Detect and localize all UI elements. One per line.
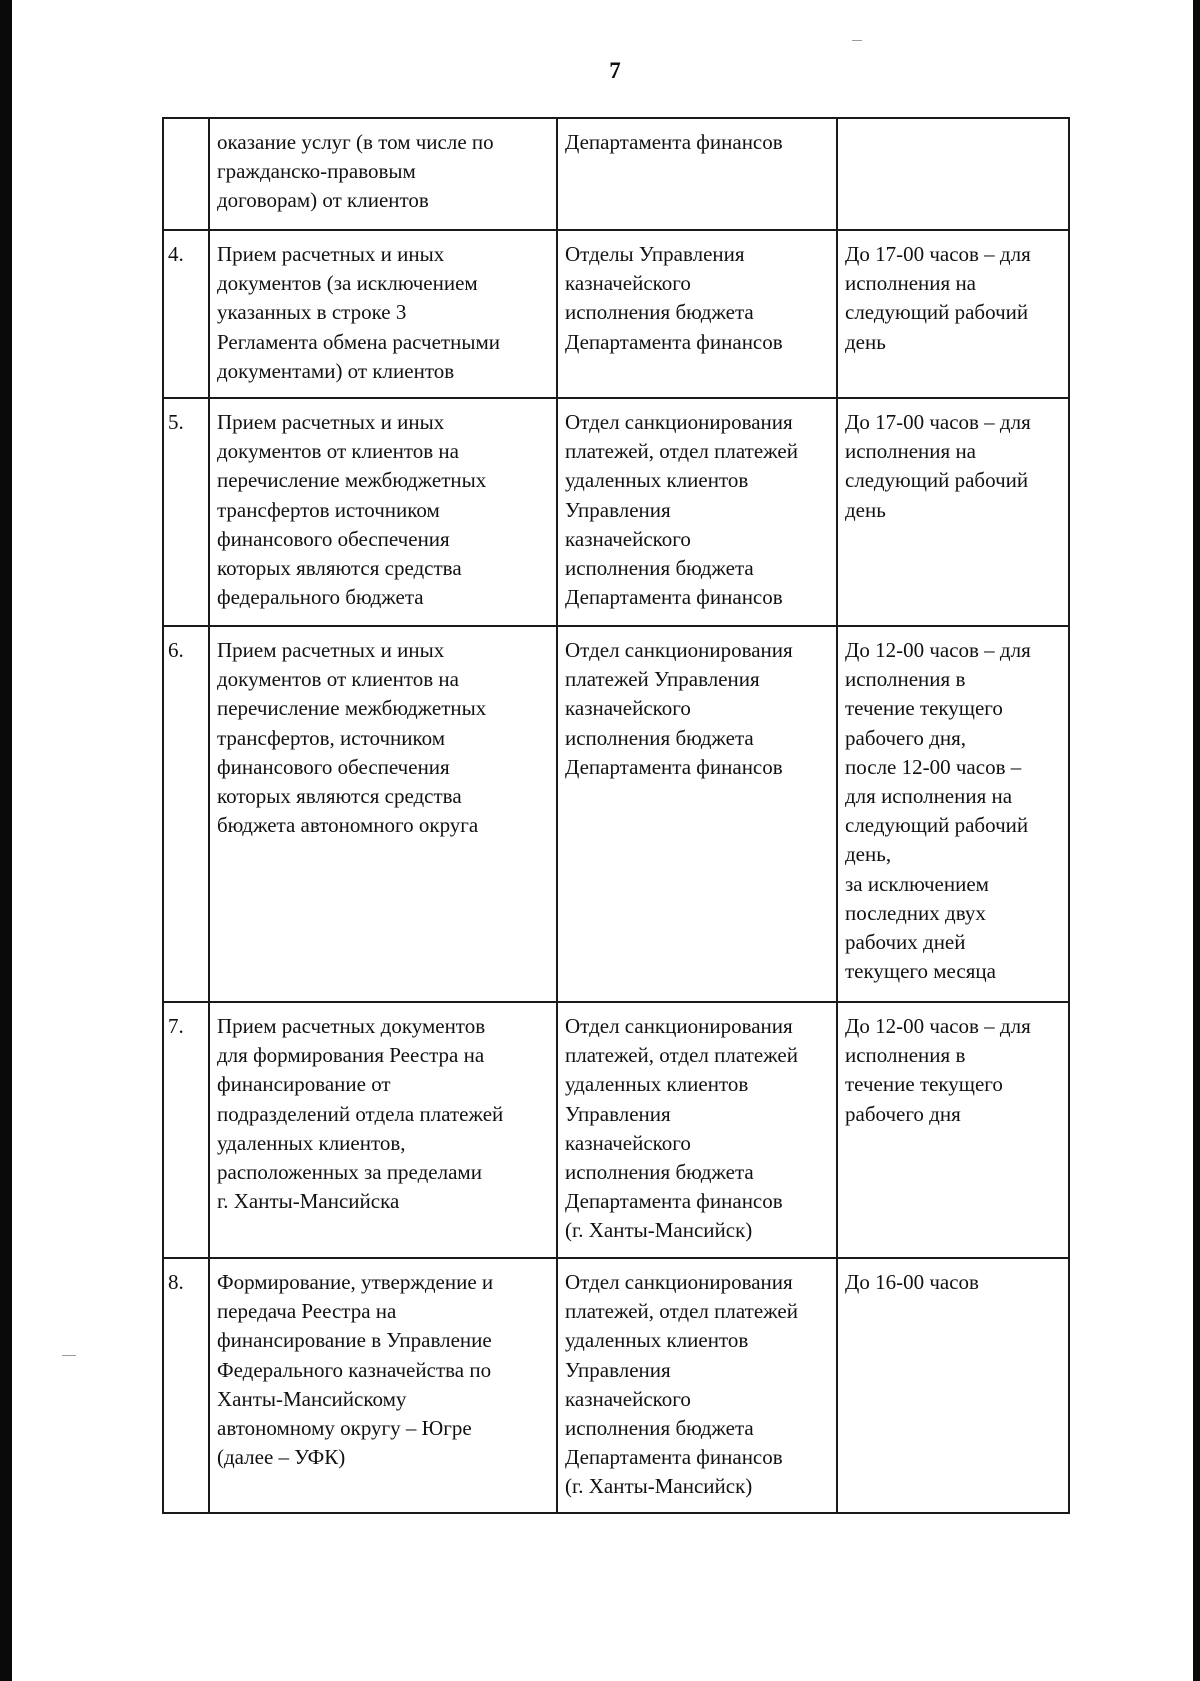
action-cell: Прием расчетных и иных документов (за исключением указанных в строке 3 Регламента обмена расчетными документами) от клиентов — [209, 230, 557, 398]
department-cell: Отдел санкционирования платежей, отдел платежей удаленных клиентов Управления казначейского исполнения бюджета Департамента финансов (г. Ханты-Мансийск) — [557, 1258, 837, 1513]
deadline-cell: До 17-00 часов – для исполнения на следующий рабочий день — [837, 398, 1069, 626]
department-cell: Отдел санкционирования платежей, отдел платежей удаленных клиентов Управления казначейского исполнения бюджета Департамента финансов (г. Ханты-Мансийск) — [557, 1002, 837, 1258]
table-row — [163, 230, 1069, 398]
scan-edge-left — [0, 0, 12, 1681]
deadline-cell — [837, 118, 1069, 230]
department-cell: Отдел санкционирования платежей, отдел платежей удаленных клиентов Управления казначейского исполнения бюджета Департамента финансов — [557, 398, 837, 626]
action-cell: оказание услуг (в том числе по гражданско-правовым договорам) от клиентов — [209, 118, 557, 230]
row-number: 4. — [163, 230, 209, 398]
scan-speck — [852, 40, 862, 41]
row-number — [163, 118, 209, 230]
action-cell: Прием расчетных и иных документов от клиентов на перечисление межбюджетных трансфертов источником финансового обеспечения которых являются средства федерального бюджета — [209, 398, 557, 626]
action-cell: Прием расчетных документов для формирования Реестра на финансирование от подразделений отдела платежей удаленных клиентов, расположенных за пределами г. Ханты-Мансийска — [209, 1002, 557, 1258]
deadline-cell: До 17-00 часов – для исполнения на следующий рабочий день — [837, 230, 1069, 398]
row-number: 7. — [163, 1002, 209, 1258]
regulation-table — [162, 117, 1070, 1514]
row-number: 8. — [163, 1258, 209, 1513]
page-number: 7 — [609, 58, 621, 83]
row-number: 5. — [163, 398, 209, 626]
row-number: 6. — [163, 626, 209, 1002]
department-cell: Отделы Управления казначейского исполнения бюджета Департамента финансов — [557, 230, 837, 398]
department-cell: Отдел санкционирования платежей Управления казначейского исполнения бюджета Департамента финансов — [557, 626, 837, 1002]
deadline-cell: До 12-00 часов – для исполнения в течение текущего рабочего дня, после 12-00 часов – для исполнения на следующий рабочий день, за исключением последних двух рабочих дней текущего месяца — [837, 626, 1069, 1002]
deadline-cell: До 12-00 часов – для исполнения в течение текущего рабочего дня — [837, 1002, 1069, 1258]
action-cell: Прием расчетных и иных документов от клиентов на перечисление межбюджетных трансфертов, источником финансового обеспечения которых являются средства бюджета автономного округа — [209, 626, 557, 1002]
deadline-cell: До 16-00 часов — [837, 1258, 1069, 1513]
table-row — [163, 398, 1069, 626]
scan-edge-right — [1193, 0, 1200, 1681]
table-row — [163, 1258, 1069, 1513]
scan-speck — [62, 1355, 76, 1356]
action-cell: Формирование, утверждение и передача Реестра на финансирование в Управление Федерального казначейства по Ханты-Мансийскому автономному округу – Югре (далее – УФК) — [209, 1258, 557, 1513]
table-row — [163, 118, 1069, 230]
department-cell: Департамента финансов — [557, 118, 837, 230]
table-row — [163, 1002, 1069, 1258]
table-row — [163, 626, 1069, 1002]
